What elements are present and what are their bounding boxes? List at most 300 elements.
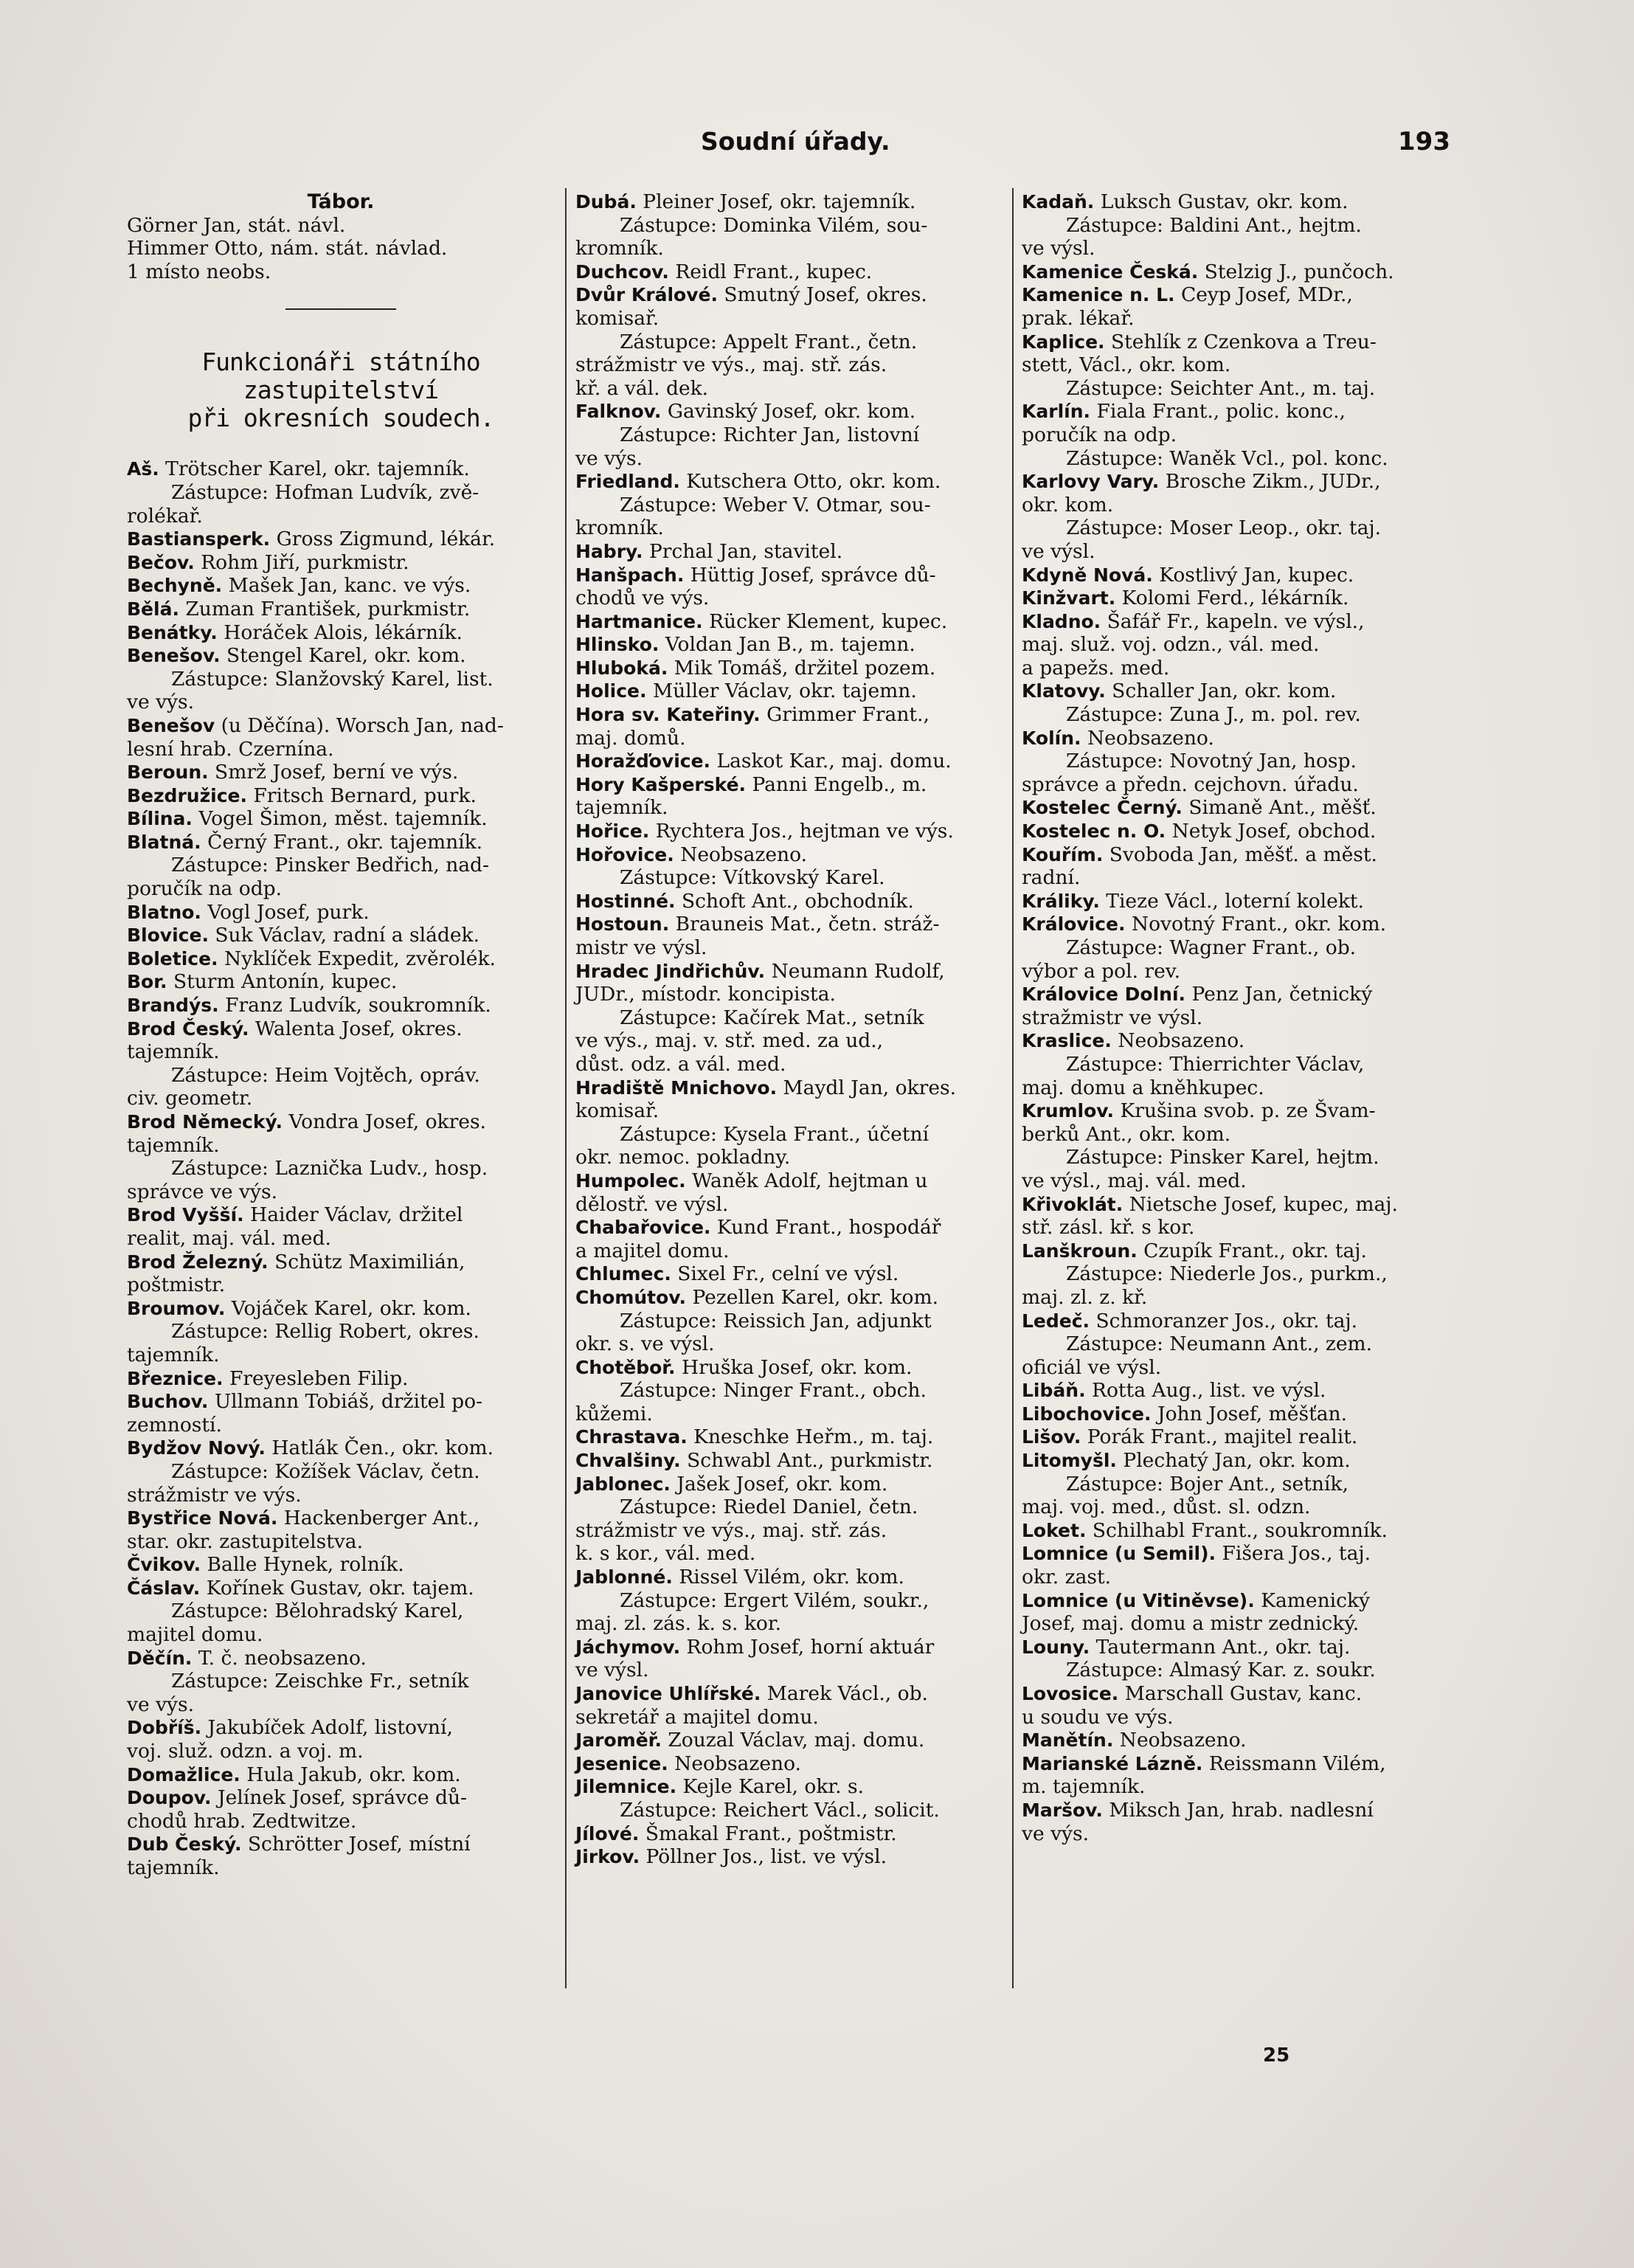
place-name: Kraslice. — [1022, 1030, 1112, 1052]
entry-line — [1022, 494, 1461, 517]
entry-line — [575, 564, 1003, 587]
entry-text: Jelínek Josef, správce dů- — [218, 1786, 467, 1810]
deputy-text: Zástupce: Kožíšek Václav, četn. — [171, 1459, 480, 1483]
entry-line — [1022, 796, 1461, 820]
place-name: Buchov. — [127, 1391, 209, 1413]
entry-line — [1022, 983, 1461, 1006]
entry-line — [575, 1566, 1003, 1589]
entry-text: Mik Tomáš, držitel pozem. — [674, 656, 936, 680]
place-name: Jirkov. — [575, 1846, 640, 1868]
deputy-text: Zástupce: Baldini Ant., hejtm. — [1066, 213, 1362, 237]
entry-text: okr. nemoc. pokladny. — [575, 1146, 791, 1169]
entry-line — [1022, 1146, 1461, 1169]
entry-line — [575, 960, 1003, 983]
deputy-text: Zástupce: Laznička Ludv., hosp. — [171, 1157, 488, 1180]
place-name: Manětín. — [1022, 1729, 1114, 1752]
entry-line — [1022, 1379, 1461, 1403]
entry-text: tajemník. — [127, 1040, 220, 1064]
entry-line — [1022, 1775, 1461, 1799]
entry-line — [127, 1647, 555, 1670]
entry-line — [575, 353, 1003, 377]
entry-line — [127, 1064, 555, 1088]
entry-text: okr. zast. — [1022, 1566, 1112, 1589]
entry-line — [127, 1320, 555, 1344]
deputy-text: Zástupce: Vítkovský Karel. — [620, 866, 885, 890]
column-2 — [575, 190, 1003, 1869]
place-name: Broumov. — [127, 1297, 226, 1319]
place-name: Krumlov. — [1022, 1100, 1115, 1122]
entry-line — [575, 703, 1003, 727]
entry-line — [575, 843, 1003, 867]
entry-text: Tautermann Ant., okr. taj. — [1095, 1635, 1351, 1659]
place-name: Benešov — [127, 714, 215, 736]
entry-line — [1022, 657, 1461, 680]
entry-text: zemností. — [127, 1413, 222, 1436]
entry-line — [1022, 820, 1461, 843]
entry-text: tajemník. — [127, 1856, 220, 1879]
place-name: Boletice. — [127, 947, 218, 969]
entry-text: kromník. — [575, 516, 664, 540]
entry-line — [575, 1729, 1003, 1752]
entry-line — [1022, 1799, 1461, 1822]
entry-text: Fritsch Bernard, purk. — [253, 784, 477, 807]
entry-line — [1022, 1099, 1461, 1123]
entry-line — [575, 260, 1003, 284]
entry-line — [575, 1099, 1003, 1123]
entry-line — [1022, 377, 1461, 401]
deputy-text: Zástupce: Pinsker Karel, hejtm. — [1066, 1146, 1379, 1169]
entry-text: Stengel Karel, okr. kom. — [226, 644, 466, 668]
entry-line — [127, 854, 555, 877]
entry-text: Panni Engelb., m. — [752, 772, 927, 796]
deputy-text: Zástupce: Wagner Frant., ob. — [1066, 936, 1357, 959]
deputy-text: Zástupce: Bělohradský Karel, — [171, 1600, 464, 1623]
entry-line — [1022, 1193, 1461, 1217]
place-name: Hanšpach. — [575, 564, 685, 586]
entry-line — [575, 1473, 1003, 1496]
place-name: Králiky. — [1022, 890, 1100, 912]
entry-line — [575, 1310, 1003, 1333]
entry-text: maj. zl. zás. k. s. kor. — [575, 1612, 782, 1636]
entry-text: star. okr. zastupitelstva. — [127, 1529, 364, 1553]
entry-text: a majitel domu. — [575, 1239, 730, 1262]
signature-mark: 25 — [1263, 2044, 1290, 2067]
deputy-text: Zástupce: Slanžovský Karel, list. — [171, 667, 494, 691]
entry-line — [575, 1589, 1003, 1613]
entry-text: Rohm Josef, horní aktuár — [686, 1635, 935, 1659]
place-name: Lanškroun. — [1022, 1240, 1138, 1262]
entry-line — [575, 1006, 1003, 1030]
entry-line — [127, 877, 555, 901]
running-title: Soudní úřady. — [701, 127, 890, 156]
entry-line — [1022, 913, 1461, 936]
place-name: Brod Německý. — [127, 1111, 283, 1133]
place-name: Maršov. — [1022, 1799, 1103, 1821]
entry-text: dělostř. ve výsl. — [575, 1192, 729, 1216]
entry-line — [1022, 890, 1461, 913]
entry-line — [127, 1740, 555, 1763]
section-title-line: při okresních soudech. — [187, 404, 494, 433]
place-name: Kinžvart. — [1022, 587, 1116, 609]
deputy-text: Zástupce: Kysela Frant., účetní — [620, 1122, 929, 1146]
entry-line — [1022, 680, 1461, 703]
entry-text: maj. domu a kněhkupec. — [1022, 1076, 1264, 1099]
entry-line — [1022, 540, 1461, 564]
place-name: Bělá. — [127, 598, 179, 620]
deputy-text: Zástupce: Moser Leop., okr. taj. — [1066, 516, 1382, 540]
place-name: Hluboká. — [575, 657, 668, 679]
entry-line — [575, 447, 1003, 471]
place-name: Lomnice (u Semil). — [1022, 1543, 1216, 1565]
entry-text: Miksch Jan, hrab. nadlesní — [1109, 1798, 1374, 1822]
entry-text: Hruška Josef, okr. kom. — [682, 1355, 913, 1379]
place-name: Lovosice. — [1022, 1683, 1119, 1704]
place-name: Brod Český. — [127, 1017, 249, 1040]
place-name: Libochovice. — [1022, 1403, 1152, 1425]
entry-text: tajemník. — [127, 1133, 220, 1157]
entry-line — [1022, 1425, 1461, 1449]
entry-line — [575, 936, 1003, 960]
place-name: Čáslav. — [127, 1577, 201, 1599]
place-name: Domažlice. — [127, 1763, 240, 1785]
place-name: Chotěboř. — [575, 1356, 676, 1378]
entry-line — [575, 214, 1003, 238]
place-name: Kostelec Černý. — [1022, 797, 1183, 819]
entry-text: Kolomi Ferd., lékárník. — [1121, 587, 1349, 610]
entry-text: Rissel Vilém, okr. kom. — [679, 1566, 904, 1589]
entry-text: k. s kor., vál. med. — [575, 1542, 756, 1566]
deputy-text: Zástupce: Niederle Jos., purkm., — [1066, 1262, 1388, 1286]
entry-line — [1022, 866, 1461, 890]
entry-line — [575, 750, 1003, 773]
section-title — [127, 348, 555, 432]
entry-line — [127, 621, 555, 645]
entry-text: Ullmann Tobiáš, držitel po- — [214, 1390, 483, 1414]
place-name: Bečov. — [127, 551, 195, 573]
entry-text: důst. odz. a vál. med. — [575, 1052, 786, 1076]
place-name: Hořice. — [575, 820, 650, 843]
entry-text: komisař. — [575, 306, 660, 330]
entry-line — [127, 1157, 555, 1180]
entry-text: Gross Zigmund, lékár. — [276, 528, 496, 551]
place-name: Křivoklát. — [1022, 1193, 1124, 1215]
entry-text: kromník. — [575, 237, 664, 260]
entry-text: Hatlák Čen., okr. kom. — [271, 1436, 494, 1460]
entry-line — [127, 1810, 555, 1833]
entry-line — [575, 1029, 1003, 1053]
entry-text: civ. geometr. — [127, 1087, 253, 1110]
entry-line — [575, 400, 1003, 423]
place-name: Marianské Lázně. — [1022, 1752, 1203, 1774]
entry-line — [1022, 353, 1461, 377]
entry-line — [1022, 843, 1461, 867]
place-name: Blovice. — [127, 924, 209, 947]
entry-line — [575, 1845, 1003, 1869]
place-name: Horažďovice. — [575, 750, 711, 772]
place-name: Friedland. — [575, 471, 680, 493]
entry-text: Jakubíček Adolf, listovní, — [207, 1716, 453, 1740]
place-name: Jílové. — [575, 1822, 640, 1845]
deputy-text: Zástupce: Waněk Vcl., pol. konc. — [1066, 446, 1388, 470]
entry-line — [575, 610, 1003, 634]
entry-text: Neobsazeno. — [1118, 1029, 1245, 1053]
entry-line — [575, 283, 1003, 307]
entry-line — [575, 1193, 1003, 1217]
entry-text: Ceyp Josef, MDr., — [1180, 283, 1353, 307]
deputy-text: Zástupce: Zeischke Fr., setník — [171, 1670, 469, 1693]
entry-text: Kostlivý Jan, kupec. — [1159, 563, 1354, 587]
separator-rule — [285, 308, 396, 310]
entry-text: Grimmer Frant., — [766, 703, 929, 727]
entry-line — [575, 890, 1003, 913]
deputy-text: Zástupce: Riedel Daniel, četn. — [620, 1496, 918, 1519]
entry-line — [1022, 237, 1461, 260]
block-heading: Tábor. — [307, 190, 375, 213]
entry-text: Rücker Klement, kupec. — [709, 609, 948, 633]
entry-text: Marschall Gustav, kanc. — [1124, 1682, 1363, 1705]
column-1 — [127, 190, 555, 1880]
entry-text: Kejle Karel, okr. s. — [682, 1775, 865, 1799]
entry-line — [1022, 1169, 1461, 1193]
entry-line — [1022, 1262, 1461, 1286]
entry-line — [127, 1227, 555, 1251]
entry-line — [1022, 960, 1461, 983]
entry-line — [1022, 400, 1461, 423]
entry-line — [1022, 331, 1461, 354]
entry-line — [127, 1344, 555, 1367]
entry-text: poručík na odp. — [1022, 423, 1177, 446]
place-name: Brod Vyšší. — [127, 1204, 244, 1226]
entry-line — [1022, 773, 1461, 797]
deputy-text: Zástupce: Neumann Ant., zem. — [1066, 1332, 1373, 1356]
place-name: Doupov. — [127, 1787, 212, 1809]
deputy-text: Zástupce: Ergert Vilém, soukr., — [620, 1588, 929, 1612]
place-name: Falknov. — [575, 401, 662, 423]
entry-text: prak. lékař. — [1022, 306, 1135, 330]
place-name: Chlumec. — [575, 1263, 671, 1285]
entry-line — [575, 1706, 1003, 1729]
entry-text: okr. kom. — [1022, 493, 1114, 516]
deputy-text: Zástupce: Seichter Ant., m. taj. — [1066, 376, 1376, 400]
entry-text: ve výs. — [1022, 1822, 1090, 1845]
entry-text: (u Děčína). Worsch Jan, nad- — [221, 713, 504, 737]
entry-line — [127, 1856, 555, 1880]
entry-text: ve výs. — [127, 691, 195, 714]
entry-text: Neobsazeno. — [674, 1752, 801, 1775]
entry-line — [575, 680, 1003, 703]
place-name: Aš. — [127, 458, 159, 480]
entry-text: lesní hrab. Czernína. — [127, 737, 334, 761]
entry-text: Schaller Jan, okr. kom. — [1112, 680, 1337, 703]
place-name: Jablonec. — [575, 1473, 671, 1495]
entry-text: Prchal Jan, stavitel. — [648, 539, 843, 563]
place-name: Jablonné. — [575, 1566, 673, 1588]
entry-line — [575, 1053, 1003, 1076]
entry-line — [127, 1203, 555, 1227]
entry-text: Schütz Maximilián, — [274, 1250, 465, 1273]
place-name: Duchcov. — [575, 260, 669, 283]
entry-line — [127, 1460, 555, 1484]
entry-text: Rohm Jiří, purkmistr. — [201, 550, 409, 574]
place-name: Hartmanice. — [575, 610, 703, 632]
place-name: Blatno. — [127, 901, 201, 923]
deputy-text: Zástupce: Zuna J., m. pol. rev. — [1066, 703, 1361, 727]
entry-text: Voldan Jan B., m. tajemn. — [665, 633, 915, 657]
entry-text: majitel domu. — [127, 1623, 263, 1647]
entry-line — [127, 994, 555, 1017]
entry-line — [575, 1449, 1003, 1473]
entry-text: Černý Frant., okr. tajemník. — [207, 830, 483, 854]
entry-line — [1022, 1240, 1461, 1263]
place-name: Bystřice Nová. — [127, 1507, 278, 1529]
entry-text: Mašek Jan, kanc. ve výs. — [228, 574, 471, 598]
entry-line — [1022, 1076, 1461, 1100]
place-name: Humpolec. — [575, 1169, 686, 1192]
column-3 — [1022, 190, 1461, 1845]
entry-list — [575, 190, 1003, 1869]
entry-text: Svoboda Jan, měšť. a měst. — [1109, 843, 1377, 866]
entry-line — [1022, 1449, 1461, 1473]
entry-line — [575, 913, 1003, 936]
entry-line — [575, 494, 1003, 517]
entry-text: Czupík Frant., okr. taj. — [1143, 1239, 1367, 1262]
entry-line — [127, 1414, 555, 1437]
place-name: Kdyně Nová. — [1022, 564, 1153, 586]
place-name: Kaplice. — [1022, 331, 1105, 353]
entry-line — [1022, 190, 1461, 214]
entry-text: Laskot Kar., maj. domu. — [716, 750, 952, 773]
entry-text: poštmistr. — [127, 1273, 226, 1297]
entry-line — [127, 1251, 555, 1274]
entry-line — [575, 1169, 1003, 1193]
entry-text: Schoft Ant., obchodník. — [681, 889, 914, 913]
entry-line — [575, 540, 1003, 564]
place-name: Holice. — [575, 680, 647, 702]
deputy-text: Zástupce: Appelt Frant., četn. — [620, 330, 918, 353]
entry-line — [1022, 1589, 1461, 1613]
place-name: Loket. — [1022, 1519, 1087, 1541]
entry-text: m. tajemník. — [1022, 1775, 1146, 1799]
entry-line — [1022, 283, 1461, 307]
entry-line — [127, 1180, 555, 1204]
place-name: Kamenice n. L. — [1022, 284, 1175, 306]
entry-line — [575, 1240, 1003, 1263]
entry-text: Kutschera Otto, okr. kom. — [686, 470, 941, 494]
entry-text: Tieze Václ., loterní kolekt. — [1106, 889, 1364, 913]
column-rule — [1012, 188, 1014, 1988]
place-name: Bechyně. — [127, 575, 223, 597]
entry-text: oficiál ve výsl. — [1022, 1355, 1162, 1379]
entry-text: ve výsl., maj. vál. med. — [1022, 1169, 1247, 1192]
place-name: Benešov. — [127, 645, 221, 667]
entry-line — [127, 831, 555, 854]
place-name: Královice. — [1022, 913, 1126, 936]
entry-line — [127, 1577, 555, 1600]
place-name: Kostelec n. O. — [1022, 820, 1166, 843]
entry-text: Waněk Adolf, hejtman u — [692, 1169, 928, 1192]
entry-text: Šafář Fr., kapeln. ve výsl., — [1107, 609, 1365, 633]
entry-line — [127, 1367, 555, 1391]
place-name: Chabařovice. — [575, 1217, 711, 1239]
place-name: Lišov. — [1022, 1426, 1081, 1448]
entry-text: Neobsazeno. — [1119, 1729, 1247, 1752]
block-line: Görner Jan, stát. návl. — [127, 213, 346, 237]
place-name: Kouřím. — [1022, 843, 1104, 865]
entry-line — [127, 807, 555, 831]
entry-line — [127, 784, 555, 808]
entry-line — [575, 983, 1003, 1006]
place-name: Chvalšiny. — [575, 1450, 681, 1472]
entry-line — [1022, 1542, 1461, 1566]
entry-text: Sixel Fr., celní ve výsl. — [677, 1262, 899, 1286]
entry-line — [575, 1659, 1003, 1682]
entry-text: a papežs. med. — [1022, 656, 1170, 680]
entry-line — [127, 1017, 555, 1041]
entry-text: Schilhabl Frant., soukromník. — [1092, 1518, 1388, 1542]
entry-line — [575, 1752, 1003, 1776]
entry-text: Suk Václav, radní a sládek. — [215, 924, 480, 947]
entry-line — [1022, 1310, 1461, 1333]
entry-line — [127, 1507, 555, 1530]
entry-line — [575, 1425, 1003, 1449]
entry-line — [127, 1087, 555, 1110]
entry-line — [1022, 564, 1461, 587]
entry-line — [575, 796, 1003, 820]
entry-text: Walenta Josef, okres. — [255, 1017, 463, 1040]
place-name: Dvůr Králové. — [575, 284, 718, 306]
entry-line — [1022, 1752, 1461, 1776]
entry-text: ve výsl. — [1022, 539, 1095, 563]
deputy-text: Zástupce: Novotný Jan, hosp. — [1066, 750, 1357, 773]
entry-text: Schrötter Josef, místní — [247, 1833, 471, 1856]
deputy-text: Zástupce: Rellig Robert, okres. — [171, 1320, 480, 1344]
entry-line — [575, 1262, 1003, 1286]
entry-line — [1022, 1682, 1461, 1706]
entry-line — [127, 481, 555, 505]
entry-text: JUDr., místodr. koncipista. — [575, 983, 836, 1006]
entry-text: Schwabl Ant., purkmistr. — [687, 1449, 933, 1473]
entry-text: voj. služ. odzn. a voj. m. — [127, 1740, 364, 1763]
entry-text: správce ve výs. — [127, 1180, 277, 1203]
place-name: Kadaň. — [1022, 191, 1095, 212]
entry-line — [575, 1356, 1003, 1380]
entry-line — [575, 237, 1003, 260]
entry-line — [127, 1786, 555, 1810]
entry-line — [127, 1484, 555, 1507]
entry-line — [1022, 1519, 1461, 1543]
entry-line — [1022, 1332, 1461, 1356]
entry-line — [575, 307, 1003, 331]
place-name: Děčín. — [127, 1647, 193, 1669]
entry-text: Penz Jan, četnický — [1191, 983, 1373, 1006]
entry-line — [1022, 307, 1461, 331]
entry-text: John Josef, měšťan. — [1157, 1402, 1348, 1425]
place-name: Brandýs. — [127, 995, 219, 1017]
entry-line — [127, 528, 555, 551]
entry-line — [1022, 1473, 1461, 1496]
entry-text: Kneschke Heřm., m. taj. — [693, 1425, 934, 1449]
entry-text: výbor a pol. rev. — [1022, 959, 1181, 983]
deputy-text: Zástupce: Reissich Jan, adjunkt — [620, 1309, 932, 1332]
entry-text: Rotta Aug., list. ve výsl. — [1092, 1379, 1326, 1403]
entry-text: Sturm Antonín, kupec. — [173, 970, 398, 994]
entry-text: Fiala Frant., polic. konc., — [1096, 400, 1346, 423]
entry-text: Marek Václ., ob. — [766, 1682, 928, 1705]
entry-text: Josef, maj. domu a mistr zednický. — [1022, 1612, 1360, 1636]
place-name: Jáchymov. — [575, 1636, 681, 1658]
entry-text: strážmistr ve výs. — [127, 1483, 302, 1507]
entry-text: Brosche Zikm., JUDr., — [1165, 470, 1381, 494]
